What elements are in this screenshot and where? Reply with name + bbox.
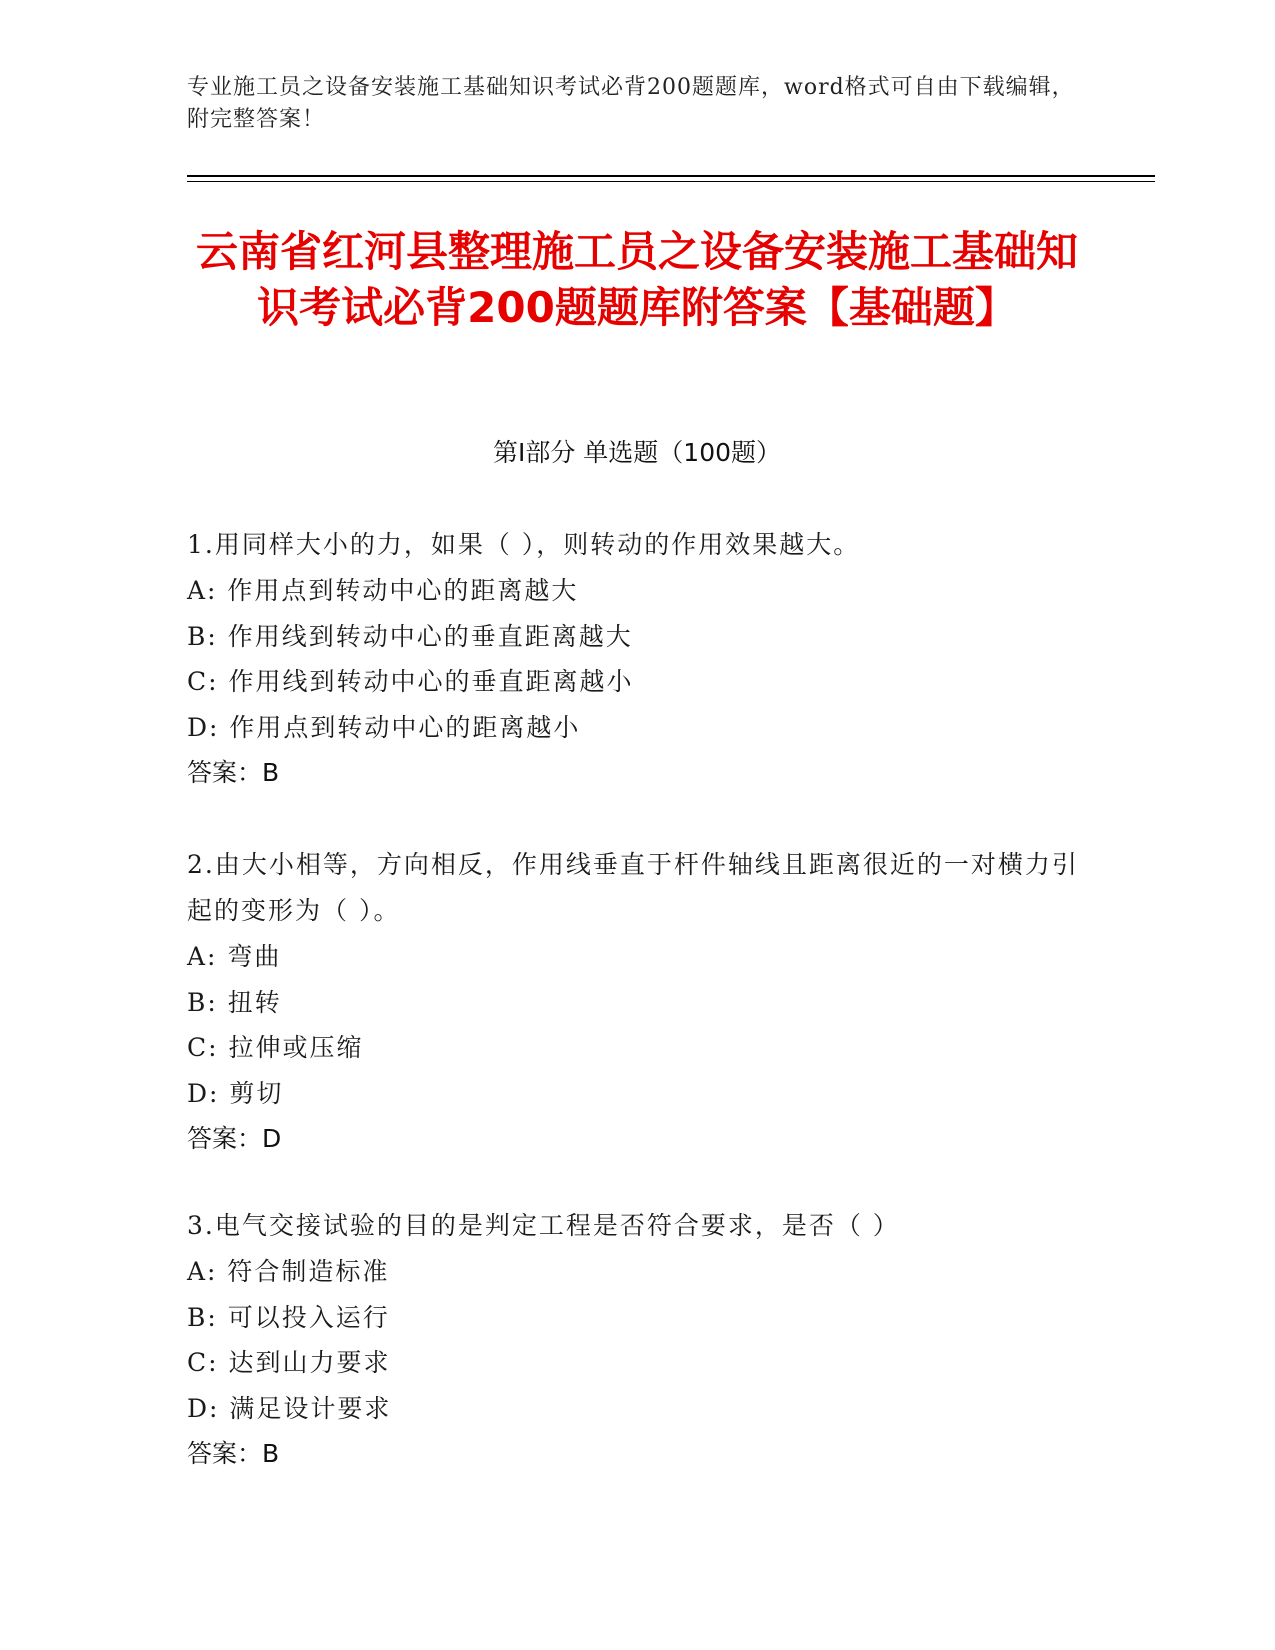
header-note: 专业施工员之设备安装施工基础知识考试必背200题题库，word格式可自由下载编辑，附完整答案！ — [187, 75, 1075, 132]
question-item — [187, 1203, 1087, 1477]
option-a: A: 弯曲 — [187, 942, 282, 971]
document-title: 云南省红河县整理施工员之设备安装施工基础知识考试必背200题题库附答案【基础题】 — [195, 227, 1078, 332]
option-c: C: 达到山力要求 — [187, 1348, 391, 1377]
option-d: D: 作用点到转动中心的距离越小 — [187, 712, 581, 742]
question-stem: 1.用同样大小的力，如果（ ），则转动的作用效果越大。 — [187, 530, 861, 559]
option-d: D: 剪切 — [187, 1078, 284, 1108]
option-b: B: 扭转 — [187, 987, 282, 1017]
question-stem: 3.电气交接试验的目的是判定工程是否符合要求，是否（ ） — [187, 1211, 900, 1240]
option-b: B: 作用线到转动中心的垂直距离越大 — [187, 621, 633, 651]
option-b: B: 可以投入运行 — [187, 1302, 390, 1332]
question-answer: 答案：B — [187, 1439, 280, 1468]
option-a: A: 作用点到转动中心的距离越大 — [187, 576, 579, 605]
option-d: D: 满足设计要求 — [187, 1393, 392, 1423]
header-rule-thick — [187, 175, 1155, 177]
option-c: C: 拉伸或压缩 — [187, 1033, 364, 1062]
question-item — [187, 522, 1087, 796]
header-rule-thin — [187, 181, 1155, 182]
question-answer: 答案：B — [187, 758, 280, 787]
section-title: 第I部分 单选题（100题） — [492, 438, 782, 467]
option-c: C: 作用线到转动中心的垂直距离越小 — [187, 667, 634, 696]
question-stem: 2.由大小相等，方向相反，作用线垂直于杆件轴线且距离很近的一对横力引起的变形为（ ）。 — [187, 850, 1079, 925]
question-answer: 答案：D — [187, 1124, 282, 1153]
option-a: A: 符合制造标准 — [187, 1257, 390, 1286]
question-item — [187, 842, 1087, 1162]
